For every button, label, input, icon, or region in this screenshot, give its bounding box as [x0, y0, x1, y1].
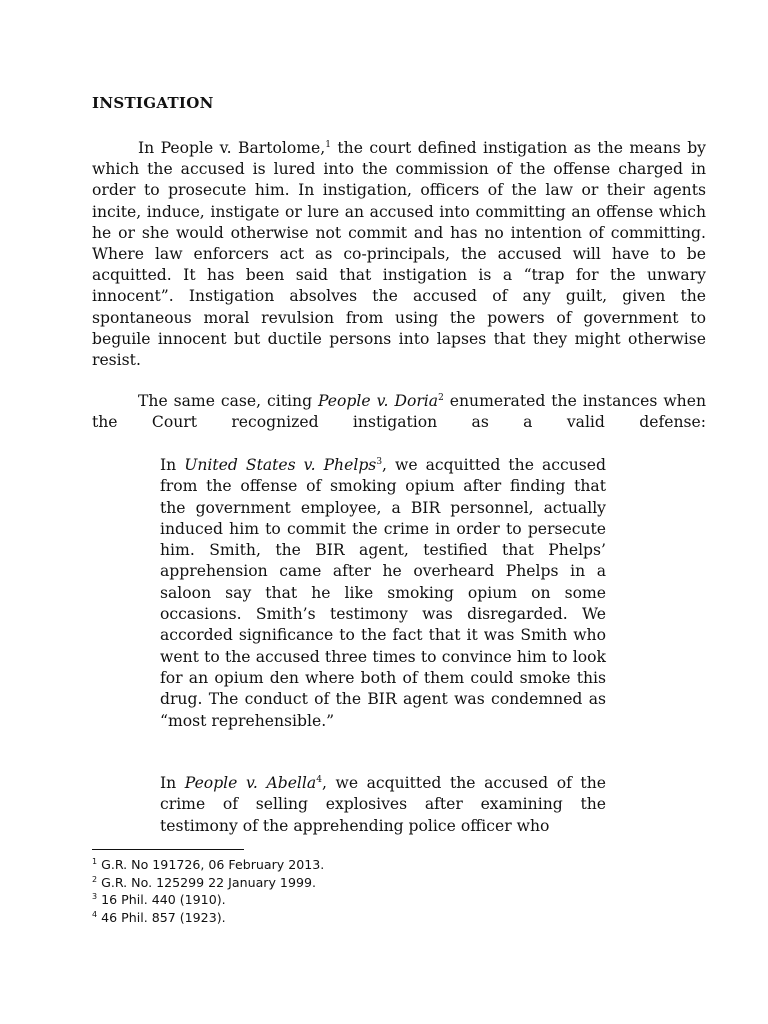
footnote-4 [92, 909, 324, 927]
footnote-divider [92, 849, 244, 850]
paragraph-definition [92, 138, 706, 371]
footnote-text: G.R. No. 125299 22 January 1999. [97, 874, 316, 890]
footnote-ref-3[interactable]: 3 [376, 456, 383, 467]
footnote-text: G.R. No 191726, 06 February 2013. [97, 857, 325, 872]
quote-text: , we acquitted the accused of the crime of selling explosives after examining the testimony of the apprehending police officer who [160, 774, 606, 835]
footnotes [92, 856, 324, 926]
paragraph-lead: In People v. Bartolome, [138, 139, 326, 157]
paragraph-lead: The same case, citing [138, 392, 319, 410]
block-quote-phelps [160, 455, 606, 732]
block-quote-abella [160, 773, 606, 837]
footnote-number: 3 [92, 891, 98, 901]
paragraph-citation [92, 391, 706, 433]
footnote-text: 46 Phil. 857 (1923). [97, 909, 226, 925]
footnote-number: 1 [92, 856, 98, 866]
quote-lead: In [160, 774, 185, 792]
case-name: United States v. Phelps [184, 456, 377, 474]
quote-lead: In [160, 456, 185, 474]
case-name: People v. Doria [318, 392, 439, 410]
footnote-ref-1[interactable]: 1 [325, 139, 331, 150]
footnote-3 [92, 891, 324, 909]
footnote-number: 4 [92, 909, 98, 919]
paragraph-text: the court defined instigation as the means by which the accused is lured into the commission of the offense charged in order to prosecute him. In instigation, officers of the law or their agents incite, induce, instigate or lure an accused into committing an offense which he or she would otherwise not commit and has no intention of committing. Where law enforcers act as co-principals, the accused will have to be acquitted. It has been said that instigation is a “trap for the unwary innocent”. Instigation absolves the accused of any guilt, given the spontaneous moral revulsion from using the powers of government to beguile innocent but ductile persons into lapses that they might otherwise resist. [92, 139, 706, 370]
footnote-2 [92, 874, 324, 892]
case-name: People v. Abella [184, 774, 317, 792]
footnote-1 [92, 856, 324, 874]
paragraph-text: enumerated the instances when the Court recognized instigation as a valid defense: [92, 392, 706, 432]
section-heading: INSTIGATION [92, 94, 214, 112]
footnote-ref-2[interactable]: 2 [438, 392, 444, 403]
footnote-number: 2 [92, 874, 98, 884]
footnote-text: 16 Phil. 440 (1910). [97, 892, 226, 907]
quote-text: , we acquitted the accused from the offense of smoking opium after finding that the government employee, a BIR personnel, actually induced him to commit the crime in order to persecute him. Smith, the BIR agent, testified that Phelps’ apprehension came after he overheard Phelps in a saloon say that he like smoking opium on some occasions. Smith’s testimony was disregarded. We accorded significance to the fact that it was Smith who went to the accused three times to convince him to look for an opium den where both of them could smoke this drug. The conduct of the BIR agent was condemned as “most reprehensible.” [160, 456, 606, 730]
footnote-ref-4[interactable]: 4 [316, 774, 322, 785]
